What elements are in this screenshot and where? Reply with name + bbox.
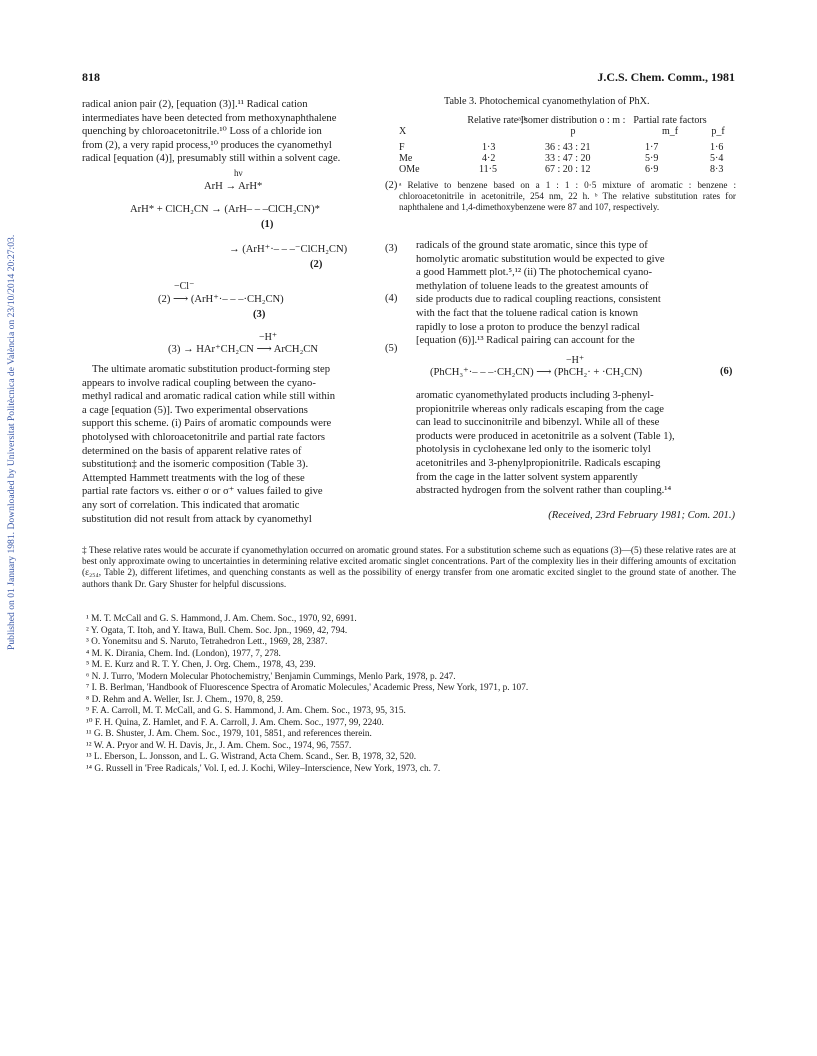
text-line: appears to involve radical coupling between the cyano- — [82, 377, 316, 389]
table-header-cell: Isomer distribution o : m : p — [520, 115, 626, 137]
equation-number: (3) — [385, 243, 398, 254]
text-line: radical [equation (4)], presumably still within a solvent cage. — [82, 153, 341, 165]
compound-label: (2) — [310, 259, 323, 270]
reference-item: ⁸ D. Rehm and A. Weller, Isr. J. Chem., 1970, 8, 259. — [86, 694, 283, 705]
reference-item: ⁴ M. K. Dirania, Chem. Ind. (London), 1977, 7, 278. — [86, 648, 281, 659]
table-cell: 1·6 — [710, 142, 724, 153]
table-header-cell: X — [399, 126, 407, 137]
text-line: products were produced in acetonitrile as a solvent (Table 1), — [416, 430, 675, 442]
reference-item: ¹¹ G. B. Shuster, J. Am. Chem. Soc., 1979, 101, 5851, and references therein. — [86, 729, 372, 739]
equation-number: (6) — [720, 366, 733, 377]
text-line: a good Hammett plot.⁵,¹² (ii) The photochemical cyano- — [416, 267, 653, 279]
reference-item: ¹² W. A. Pryor and W. H. Davis, Jr., J. Am. Chem. Soc., 1974, 96, 7557. — [86, 740, 352, 751]
text-line: [equation (6)].¹³ Radical pairing can account for the — [416, 335, 635, 347]
text-line: from the cage in the latter solvent system apparently — [416, 471, 638, 483]
reference-item: ¹ M. T. McCall and G. S. Hammond, J. Am. Chem. Soc., 1970, 92, 6991. — [86, 614, 357, 624]
text-line: support this scheme. (i) Pairs of aromatic compounds were — [82, 418, 332, 430]
text-line: substitution‡ and the isomeric composition (Table 3). — [82, 459, 309, 471]
left-body — [82, 363, 400, 526]
text-line: determined on the basis of apparent relative rates of — [82, 445, 302, 457]
reference-item: ⁶ N. J. Turro, 'Modern Molecular Photochemistry,' Benjamin Cummings, Menlo Park, 1978, p. 247. — [86, 671, 456, 682]
reference-item: ⁹ F. A. Carroll, M. T. McCall, and G. S. Hammond, J. Am. Chem. Soc., 1973, 95, 315. — [86, 706, 406, 716]
table-header-cell: p_f — [711, 126, 725, 137]
text-line: photolysed with chloroacetonitrile and partial rate factors — [82, 431, 325, 443]
table-cell: 1·7 — [645, 142, 659, 153]
equation-number: (5) — [385, 343, 398, 354]
minus-cl-label: −Cl⁻ — [174, 281, 195, 292]
text-line: partial rate factors vs. either σ or σ⁺ values failed to give — [82, 486, 323, 498]
received-date: (Received, 23rd February 1981; Com. 201.) — [548, 510, 735, 521]
table-header-cell: Relative rateᵃ,ᵇ — [467, 115, 527, 126]
table-caption: Table 3. Photochemical cyanomethylation of PhX. — [444, 96, 650, 107]
table-cell: OMe — [399, 164, 420, 175]
table-cell: 4·2 — [482, 153, 496, 164]
reference-item: ⁵ M. E. Kurz and R. T. Y. Chen, J. Org. Chem., 1978, 43, 239. — [86, 660, 316, 670]
text-line: quenching by chloroacetonitrile.¹⁰ Loss of a chloride ion — [82, 126, 322, 138]
equation-cage: ArH* + ClCH₂CN → (ArH– – –ClCH₂CN)* — [130, 204, 320, 215]
minus-h-label: −H⁺ — [259, 332, 278, 343]
publication-sidebar — [4, 180, 16, 650]
hv-label: hν — [234, 168, 243, 178]
text-line: methylation of toluene leads to the greatest amounts of — [416, 280, 649, 292]
text-line: methyl radical and aromatic radical cation while still within — [82, 391, 335, 403]
journal-header: J.C.S. Chem. Comm., 1981 — [597, 70, 735, 84]
table-cell: 36 : 43 : 21 — [545, 142, 591, 153]
table-cell: F — [399, 142, 405, 153]
text-line: from (2), a very rapid process,¹⁰ produces the cyanomethyl — [82, 139, 332, 151]
text-line: rapidly to lose a proton to produce the benzyl radical — [416, 321, 640, 333]
sidebar-text: Published on 01 January 1981. Downloaded by Universitat Politècnica de València on 23/10/2014 20:27:03. — [6, 234, 17, 650]
reference-item: ¹⁰ F. H. Quina, Z. Hamlet, and F. A. Carroll, J. Am. Chem. Soc., 1977, 99, 2240. — [86, 717, 384, 728]
table-cell: 33 : 47 : 20 — [545, 153, 591, 164]
text-line: The ultimate aromatic substitution product-forming step — [92, 364, 331, 375]
equation-number: (4) — [385, 293, 398, 304]
equation-3: → (ArH⁺·– – –⁻ClCH₂CN) — [229, 244, 348, 255]
table-cell: 6·9 — [645, 164, 659, 175]
table-cell: Me — [399, 153, 413, 164]
text-line: can lead to succinonitrile and bibenzyl. While all of these — [416, 417, 660, 429]
references-list — [86, 614, 528, 775]
text-line: intermediates have been detected from methoxynaphthalene — [82, 112, 337, 124]
equation-number: (2) — [385, 180, 398, 191]
table-cell: 8·3 — [710, 164, 724, 175]
equation-2: ArH → ArH* — [204, 181, 263, 192]
text-line: side products due to radical coupling reactions, consistent — [416, 294, 661, 306]
left-intro — [82, 98, 400, 166]
text-line: radicals of the ground state aromatic, since this type of — [416, 240, 648, 251]
table-cell: 1·3 — [482, 142, 496, 153]
text-line: propionitrile whereas only radicals escaping from the cage — [416, 403, 664, 415]
text-line: abstracted hydrogen from the solvent rather than coupling.¹⁴ — [416, 485, 672, 497]
text-line: homolytic aromatic substitution would be expected to give — [416, 253, 665, 265]
table-cell: 5·9 — [645, 153, 659, 164]
reference-item: ¹³ L. Eberson, L. Jonsson, and L. G. Wistrand, Acta Chem. Scand., Ser. B, 1978, 32, 520. — [86, 752, 417, 762]
table-3 — [399, 115, 739, 175]
minus-h-label: −H⁺ — [566, 355, 585, 366]
text-line: photolysis in cyclohexane led only to the isomeric tolyl — [416, 444, 651, 456]
text-line: a cage [equation (5)]. Two experimental observations — [82, 404, 308, 416]
table-cell: 5·4 — [710, 153, 724, 164]
text-line: Attempted Hammett treatments with the log of these — [82, 472, 305, 484]
text-line: acetonitriles and 3-phenylpropionitrile. Radicals escaping — [416, 457, 661, 469]
text-line: any sort of correlation. This indicated that aromatic — [82, 499, 300, 511]
reference-item: ² Y. Ogata, T. Itoh, and Y. Itawa, Bull. Chem. Soc. Jpn., 1969, 42, 794. — [86, 625, 348, 636]
footnote: ‡ These relative rates would be accurate if cyanomethylation occurred on aromatic ground states. For a substitution scheme such as equations (3)—(5) these relative rates are at best only approximate owing to uncertainties in determining relative excited aromatic singlet concentrations. Part of the complexity lies in their differing amounts of excitation (ε₂₅₄, Table 2), different lifetimes, and quenching constants as well as the possibility of energy transfer from one aromatic excited singlet to the ground state of another. The authors thank Dr. Gary Shuster for helpful discussions. — [82, 546, 736, 590]
reference-item: ³ O. Yonemitsu and S. Naruto, Tetrahedron Lett., 1969, 28, 2387. — [86, 637, 328, 647]
table-note: ᵃ Relative to benzene based on a 1 : 1 : 0·5 mixture of aromatic : benzene : chloroacetonitrile in acetonitrile, 254 nm, 22 h. ᵇ The relative substitution rates for naphthalene and 1,4-dimethoxybenzene were 87 and 107, respectively. — [399, 180, 736, 212]
table-cell: 11·5 — [479, 164, 497, 175]
table-header-cell: Partial rate factors m_f — [633, 115, 707, 137]
text-line: radical anion pair (2), [equation (3)].¹¹ Radical cation — [82, 99, 308, 110]
compound-label: (1) — [261, 219, 274, 230]
right-body-1 — [416, 239, 736, 348]
reference-item: ⁷ I. B. Berlman, 'Handbook of Fluorescence Spectra of Aromatic Molecules,' Academic Press, New York, 1971, p. 107. — [86, 683, 529, 693]
text-line: substitution did not result from attack by cyanomethyl — [82, 513, 312, 525]
right-body-2 — [416, 389, 736, 498]
page-number: 818 — [82, 70, 100, 84]
compound-label: (3) — [253, 309, 266, 320]
text-line: with the fact that the toluene radical cation is known — [416, 307, 639, 319]
equation-6: (PhCH₃⁺·– – –·CH₂CN) ⟶ (PhCH₂· + ·CH₂CN) — [430, 367, 643, 378]
reference-item: ¹⁴ G. Russell in 'Free Radicals,' Vol. I, ed. J. Kochi, Wiley–Interscience, New York, 1973, ch. 7. — [86, 763, 441, 774]
text-line: aromatic cyanomethylated products including 3-phenyl- — [416, 390, 654, 401]
equation-5: (3) → HAr⁺CH₂CN ⟶ ArCH₂CN — [168, 344, 318, 355]
table-cell: 67 : 20 : 12 — [545, 164, 591, 175]
equation-4: (2) ⟶ (ArH⁺·– – –·CH₂CN) — [158, 294, 284, 305]
